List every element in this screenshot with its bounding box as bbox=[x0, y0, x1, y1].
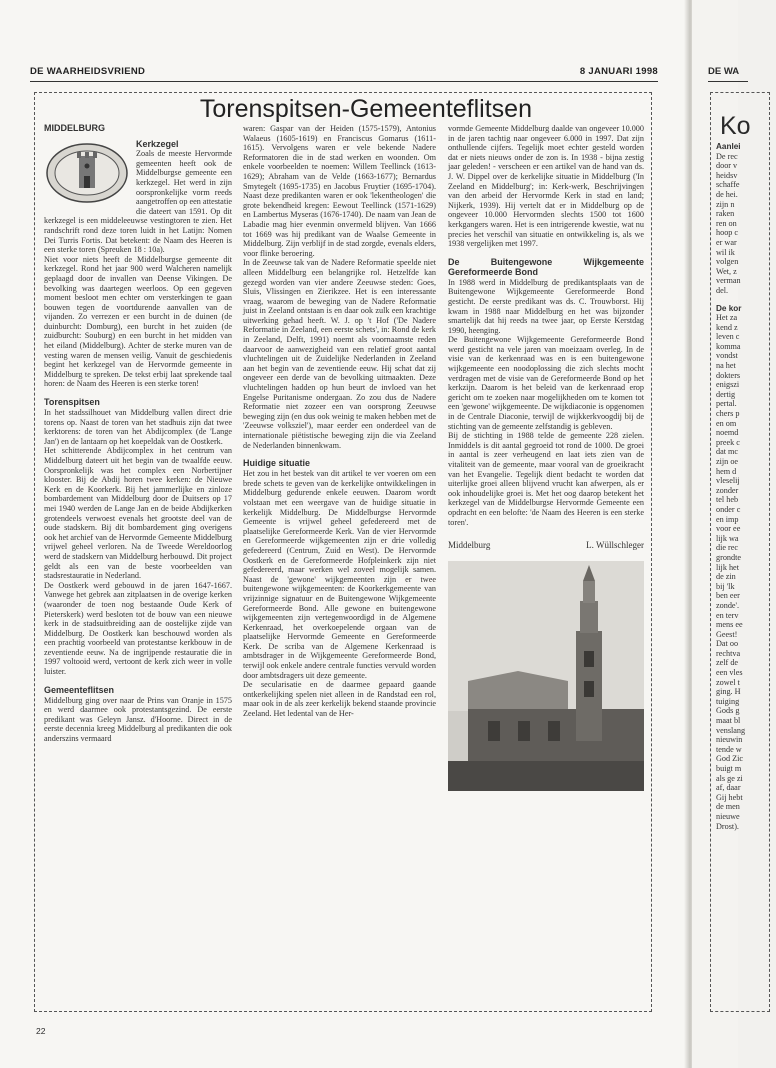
right-page-rule bbox=[708, 81, 748, 82]
article-headline: Torenspitsen-Gemeenteflitsen bbox=[199, 95, 532, 123]
right-page-line: dertig bbox=[716, 389, 736, 399]
right-page-line: vondst bbox=[716, 351, 738, 361]
torenspitsen-heading: Torenspitsen bbox=[44, 397, 100, 408]
location-heading: MIDDELBURG bbox=[44, 123, 105, 133]
column-2 bbox=[243, 124, 436, 719]
right-page-text bbox=[716, 142, 776, 831]
right-page-line: Het za bbox=[716, 313, 738, 323]
gereformeerde-bond-heading: De Buitengewone Wijkgemeente Gereformeerde Bond bbox=[448, 256, 644, 277]
right-page-line: de men bbox=[716, 802, 740, 812]
right-page-line: grondte bbox=[716, 552, 742, 562]
col2-paragraph-2: In de Zeeuwse tak van de Nadere Reformatie speelde niet alleen Middelburg een belangrijke rol. Hetzelfde kan gezegd worden van vier andere Zeeuwse steden: Goes, Sluis, Vlissingen en Zierikzee. Het is een interessante vraag, waarom de beweging van de Nadere Reformatie juist in Zeeland ontstaan is en daar ook zulk een krachtige uitwerking gehad heeft. W. J. op 't Hof ('De Nadere Reformatie in Zeeland, een eerste schets', in: Rond de kerk in Zeeland, Delft, 1991) noemt als voornaamste reden daarvoor de aanwezigheid van een relatief groot aantal vluchtelingen uit de Zuidelijke Nederlanden in Zeeland aan het begin van de zeventiende eeuw. Hij schat dat zij ongeveer een derde van de bevolking uitmaakten. Deze vluchtelingen hadden op hun beurt de invloed van het Engelse Puritanisme ondergaan. Zo zou dus de Nadere Reformatie niet zozeer een van oorsprong Zeeuwse beweging zijn (en dus ook weinig te maken hebben met de 'Zeeuwse volksziel'), maar eerder een onderdeel van de internationale piëtistische beweging zijn die via Zeeland de Nederlanden binnenkwam. bbox=[243, 258, 436, 450]
torenspitsen-paragraph: In het stadssilhouet van Middelburg vallen direct drie torens op. Naast de toren van het stadhuis zijn dat twee kerktorens: de toren van het Abdijcomplex (de 'Lange Jan') en de lantaarn op het koepeldak van de Oostkerk. bbox=[44, 408, 232, 446]
right-page-line: tel heb bbox=[716, 495, 739, 505]
right-page-line: af, daar bbox=[716, 783, 741, 793]
right-page-line: nieuwin bbox=[716, 735, 743, 745]
right-page-line: Dat oo bbox=[716, 639, 739, 649]
byline-place: Middelburg bbox=[448, 540, 491, 551]
right-page-line: noemd bbox=[716, 428, 739, 438]
right-page-line: door v bbox=[716, 161, 738, 171]
huidige-situatie-paragraph: Het zou in het bestek van dit artikel te ver voeren om een brede schets te geven van de kerkelijke ontwikkelingen in Middelburg gedurende enkele eeuwen. Daarom wordt volstaan met een weergave van de huidige situatie in kerkelijk Middelburg. De Middelburgse Hervormde Gemeente is vrijwel geheel gefedereerd met de plaatselijke Gereformeerde Kerk. Van de vier Hervormde en Gereformeerde wijkgemeenten zijn er drie volledig gefedereerd (Centrum, Zuid en West). De Hervormde Oostkerk en de Gereformeerde Hofpleinkerk zijn niet gefedereerd, maar werken wel zoveel mogelijk samen. Naast de 'gewone' wijkgemeenten zijn er twee buitengewone wijkgemeenten: de Koorkerkgemeente van vrijzinnige signatuur en de Buitengewone Wijkgemeente Gereformeerde Bond. Alle gewone en buitengewone wijkgemeenten zijn vertegenwoordigd in de Algemene Kerkenraad, het overkoepelende orgaan van de plaatselijke Hervormde Gemeente en Gereformeerde Kerk. De scriba van de Algemene Kerkenraad is ambtsdrager in de Wijkgemeente Gereformeerde Bond, terwijl ook enkele andere centrale functies vervuld worden door ambtsdragers uit deze gemeente. bbox=[243, 469, 436, 680]
right-page-title: Ko bbox=[720, 112, 751, 140]
kerkzegel-paragraph: Zoals de meeste Hervormde gemeenten heeft ook de Middelburgse gemeente een kerkzegel. Het werd in zijn oorspronkelijke vorm reeds aangetroffen op een attestatie die dateert van 1591. Op dit kerkzegel is een middeleeuwse vestingtoren te zien. Het randschrift rond deze toren luidt in het Latijn: Nomen Dei Turris Fortis. Dat betekent: de Naam des Heeren is een sterke toren (Spreuken 18 : 10a). bbox=[44, 149, 233, 255]
right-page-line: leven c bbox=[716, 332, 740, 342]
torenspitsen-paragraph-3: De Oostkerk werd gebouwd in de jaren 1647-1667. Vanwege het gebrek aan zitplaatsen in de overige kerken (waaronder de toen nog bestaande Oude Kerk of Pieterskerk) werd besloten tot de bouw van een nieuwe kerk in de stadsuitbreiding aan de oostelijke zijde van Middelburg. De Oostkerk kan beschouwd worden als een prachtig voorbeeld van protestantse kerkbouw in de zeventiende eeuw. Na de ingrijpende restauratie die in 1997 voltooid werd, vertoont de kerk zich weer in volle luister. bbox=[44, 580, 232, 677]
page-number: 22 bbox=[36, 1026, 46, 1036]
issue-date: 8 JANUARI 1998 bbox=[579, 66, 658, 77]
right-page-line: venslang bbox=[716, 725, 746, 735]
col3-paragraph-1: vormde Gemeente Middelburg daalde van ongeveer 10.000 in de jaren tachtig naar ongeveer 6.000 in 1997. Dat zijn onthullende cijfers. Tegelijk moet echter gesteld worden dat er niets nieuws onder de zon is. In 1938 - bijna zestig jaar geleden! - verscheen er een artikel van de hand van ds. J. W. Dippel over de kerkelijke situatie in Middelburg ('In Zeeland en Middelburg'; in: Kerk-werk, Beschrijvingen van den arbeid der Hervormde Kerk in stad en land; Nijkerk, 1939). Hij vertelt dat er in Middelburg op de ongeveer 10.000 Hervormden slechts 1500 tot 1600 kerkgangers waren. Het is een intrigerende kwestie, wat nu precies het verschil van situatie en ontwikkeling is, als we 1938 vergelijken met 1997. bbox=[448, 124, 644, 249]
huidige-situatie-heading: Huidige situatie bbox=[243, 458, 311, 469]
right-page-line: ren on bbox=[716, 218, 737, 228]
torenspitsen-paragraph-2: Het schitterende Abdijcomplex in het centrum van Middelburg dateert uit het begin van de twaalfde eeuw. Oorspronkelijk was het complex een Norbertijner klooster. Bij de Abdij horen twee kerken: de Nieuwe Kerk en de Koorkerk. Bij het jammerlijke en zinloze bombardement van Middelburg door de Duitsers op 17 mei 1940 werden de Lange Jan en de beide Abdijkerken grotendeels verwoest evenals het grootste deel van de oude stadskern. Bij dit bombardement ging overigens ook het archief van de Hervormde Gemeente Middelburg vrijwel geheel verloren. Na de Tweede Wereldoorlog werd de stadskern van Middelburg herbouwd. Dit project geldt als een van de beste voorbeelden van stadsrestauratie in Nederland. bbox=[44, 446, 232, 581]
church-tower-photo-icon bbox=[448, 561, 644, 791]
right-page-line: lijk wa bbox=[716, 533, 739, 543]
column-1 bbox=[44, 124, 232, 744]
right-page-line: onder c bbox=[716, 504, 741, 514]
column-3 bbox=[448, 124, 644, 791]
right-page-line: zelf de bbox=[716, 658, 739, 668]
right-page-line: Geest! bbox=[716, 629, 738, 639]
right-page-line: Wet, z bbox=[716, 266, 737, 276]
right-page-line: de hei. bbox=[716, 189, 738, 199]
right-page-line: nieuwe bbox=[716, 811, 740, 821]
right-page-line: verman bbox=[716, 276, 741, 286]
masthead bbox=[30, 66, 658, 80]
right-page-line: en om bbox=[716, 418, 737, 428]
right-page-line: del. bbox=[716, 285, 729, 295]
gemeenteflitsen-heading: Gemeenteflitsen bbox=[44, 684, 115, 695]
right-page-line: preek c bbox=[716, 437, 740, 447]
right-page-heading-2: De kor bbox=[716, 303, 742, 313]
right-page-line: kend z bbox=[716, 322, 738, 332]
right-page-line: en imp bbox=[716, 514, 739, 524]
right-page-line: dat mc bbox=[716, 447, 739, 457]
right-page-line: tende w bbox=[716, 744, 742, 754]
right-page-line: volgen bbox=[716, 257, 739, 267]
right-page-line: de zin bbox=[716, 572, 736, 582]
right-page-line: voor ee bbox=[716, 524, 741, 534]
huidige-situatie-paragraph-2: De secularisatie en de daarmee gepaard gaande ontkerkelijking spelen niet alleen in de Randstad een rol, maar ook in de als zeer kerkelijk bekend staande provincie Zeeland. Het ledental van de Her- bbox=[243, 680, 436, 719]
right-page bbox=[692, 0, 751, 1068]
right-page-line: zijn n bbox=[716, 199, 735, 209]
right-page-line: hoop c bbox=[716, 228, 739, 238]
right-page-line: pertal. bbox=[716, 399, 737, 409]
gemeenteflitsen-paragraph: Middelburg ging over naar de Prins van Oranje in 1575 en werd daarmee ook protestantsgezind. De eerste predikant was Geleyn Jansz. d'Hoorne. Direct in de eerste decennia kreeg Middelburg al predikanten die ook anderszins vermaard bbox=[44, 695, 232, 744]
right-page-line: er war bbox=[716, 237, 737, 247]
col2-paragraph-1: waren: Gaspar van der Heiden (1575-1579), Antonius Walaeus (1605-1619) en Franciscus Gomarus (1611-1615). Vervolgens waren er vele bekende Nadere Reformatoren die in de stad werken en woonden. Om enkele voorbeelden te noemen: Willem Teellinck (1613-1629); Abraham van de Velde (1663-1677); Bernardus Smytegelt (1695-1735) en Jacobus Fruytier (1695-1704). Naast deze predikanten waren er ook 'lekentheologen' die grote bekendheid kregen: Eewout Teellinck (1571-1629) en Lambertus Myseras (1676-1740). De naam van Jean de Labadie mag hier evenmin onvermeld blijven. Van 1666 tot 1669 was hij predikant van de Waalse Gemeente in Middelburg. Zijn verblijf in de stad zorgde, evenals elders, voor flinke beroering. bbox=[243, 124, 436, 258]
kerkzegel-paragraph-2: Niet voor niets heeft de Middelburgse gemeente dit kerkzegel. Rond het jaar 900 werd Walcheren namelijk geplaagd door de invallen van Deense Vikingen. De bevolking was daartegen weerloos. Op een gegeven moment besloot men echter om versterkingen te gaan bouwen tegen de voortdurende aanvallen van de vijanden. Zo verrezen er een burcht in de duinen (de duinburcht: Domburg), een burcht in het zuiden (de zuidburcht: Souburg) en een burcht in het midden van het eiland (Middelburg). Achter de sterke muren van de vesting waren de mensen veilig. Vanuit de geschiedenis begint het kerkzegel van de Hervormde gemeente in Middelburg te spreken. De tekst erbij laat sprekende taal horen: de Naam des Heeren is een sterke toren! bbox=[44, 254, 232, 389]
right-page-line: hem d bbox=[716, 466, 737, 476]
right-page-line: maat bl bbox=[716, 716, 741, 726]
right-page-line: een vles bbox=[716, 668, 743, 678]
right-page-line: tuiging bbox=[716, 696, 740, 706]
masthead-rule bbox=[30, 81, 658, 82]
right-page-line: enigszi bbox=[716, 380, 740, 390]
right-page-heading-1: Aanlei bbox=[716, 142, 741, 151]
right-page-line: als ge zi bbox=[716, 773, 743, 783]
right-page-lines-2 bbox=[716, 313, 776, 831]
right-page-line: rechtva bbox=[716, 648, 741, 658]
right-page-line: vleselij bbox=[716, 476, 740, 486]
gereformeerde-bond-paragraph: In 1988 werd in Middelburg de predikantsplaats van de Buitengewone Wijkgemeente Gereformeerde Bond gesticht. De eerste predikant was ds. C. Trouwborst. Hij kwam in 1988 naar Middelburg en het was bijzonder smartelijk dat hij reeds na twee jaar, op Eerste Kerstdag 1990, heenging. bbox=[448, 277, 644, 335]
right-page-line: ging. H bbox=[716, 687, 741, 697]
kerkzegel-title: Kerkzegel bbox=[136, 138, 179, 149]
right-page-line: en terv bbox=[716, 610, 739, 620]
right-page-line: bij 'lk bbox=[716, 581, 735, 591]
right-page-line: De rec bbox=[716, 151, 738, 161]
right-page-line: komma bbox=[716, 341, 741, 351]
right-page-line: zijn oe bbox=[716, 457, 739, 466]
right-page-line: mens ee bbox=[716, 620, 743, 630]
city-seal-icon bbox=[44, 142, 130, 204]
right-page-line: schaffe bbox=[716, 180, 740, 190]
right-page-line: chers p bbox=[716, 409, 740, 419]
right-page-line: die rec bbox=[716, 543, 739, 553]
right-page-line: Drost). bbox=[716, 821, 739, 831]
byline bbox=[448, 541, 644, 553]
byline-author: L. Wüllschleger bbox=[586, 540, 644, 551]
right-page-line: God Zic bbox=[716, 754, 744, 764]
gereformeerde-bond-paragraph-3: Bij de stichting in 1988 telde de gemeente 228 zielen. Inmiddels is dit aantal gegroeid tot rond de 1000. De groei in aantal is zeer verheugend en laat iets zien van de vitaliteit van de gemeente, maar vooral van de groeikracht van het Evangelie. Tegelijk dient bedacht te worden dat uiterlijke groei alleen blijvend vrucht kan afwerpen, als er ook inhoudelijke groei is. Met het oog daarop betekent het kerkzegel van de Middelburgse Hervormde Gemeente een opdracht en een belofte: 'de Naam des Heeren is een sterke toren'. bbox=[448, 431, 644, 527]
gereformeerde-bond-paragraph-2: De Buitengewone Wijkgemeente Gereformeerde Bond werd gesticht na vele jaren van moeizaam overleg. In de visie van de kerkenraad was en is een buitengewone wijkgemeente een noodoplossing die zich slechts mocht verdragen met de visie van de Gereformeerde Bond op het kerkzijn. Daarom is het beleid van de kerkenraad erop gericht om te zoeken naar mogelijkheden om te komen tot een 'gewone' wijkgemeente. De wijkdiaconie is opgenomen in de Centrale Diaconie, terwijl de wijkkerkvoogdij bij de stichting van de gemeente zelfstandig is gebleven. bbox=[448, 335, 644, 431]
right-page-line: zowel t bbox=[716, 677, 740, 687]
right-page-masthead: DE WA bbox=[708, 66, 740, 77]
right-page-line: zonder bbox=[716, 485, 739, 495]
right-page-line: raken bbox=[716, 209, 735, 219]
right-page-line: heidsv bbox=[716, 170, 738, 180]
right-page-line: buigt m bbox=[716, 764, 742, 773]
right-page-line: na het bbox=[716, 361, 736, 371]
right-page-line: zonde'. bbox=[716, 600, 740, 610]
right-page-line: Gods g bbox=[716, 706, 740, 716]
right-page-line: ben eer bbox=[716, 591, 740, 601]
right-page-lines-1 bbox=[716, 152, 776, 296]
publication-name: DE WAARHEIDSVRIEND bbox=[30, 66, 146, 77]
right-page-line: Gij hebt bbox=[716, 792, 743, 802]
right-page-line: wil ik bbox=[716, 247, 735, 257]
right-page-line: lijk het bbox=[716, 562, 739, 572]
right-page-line: dokters bbox=[716, 370, 741, 380]
